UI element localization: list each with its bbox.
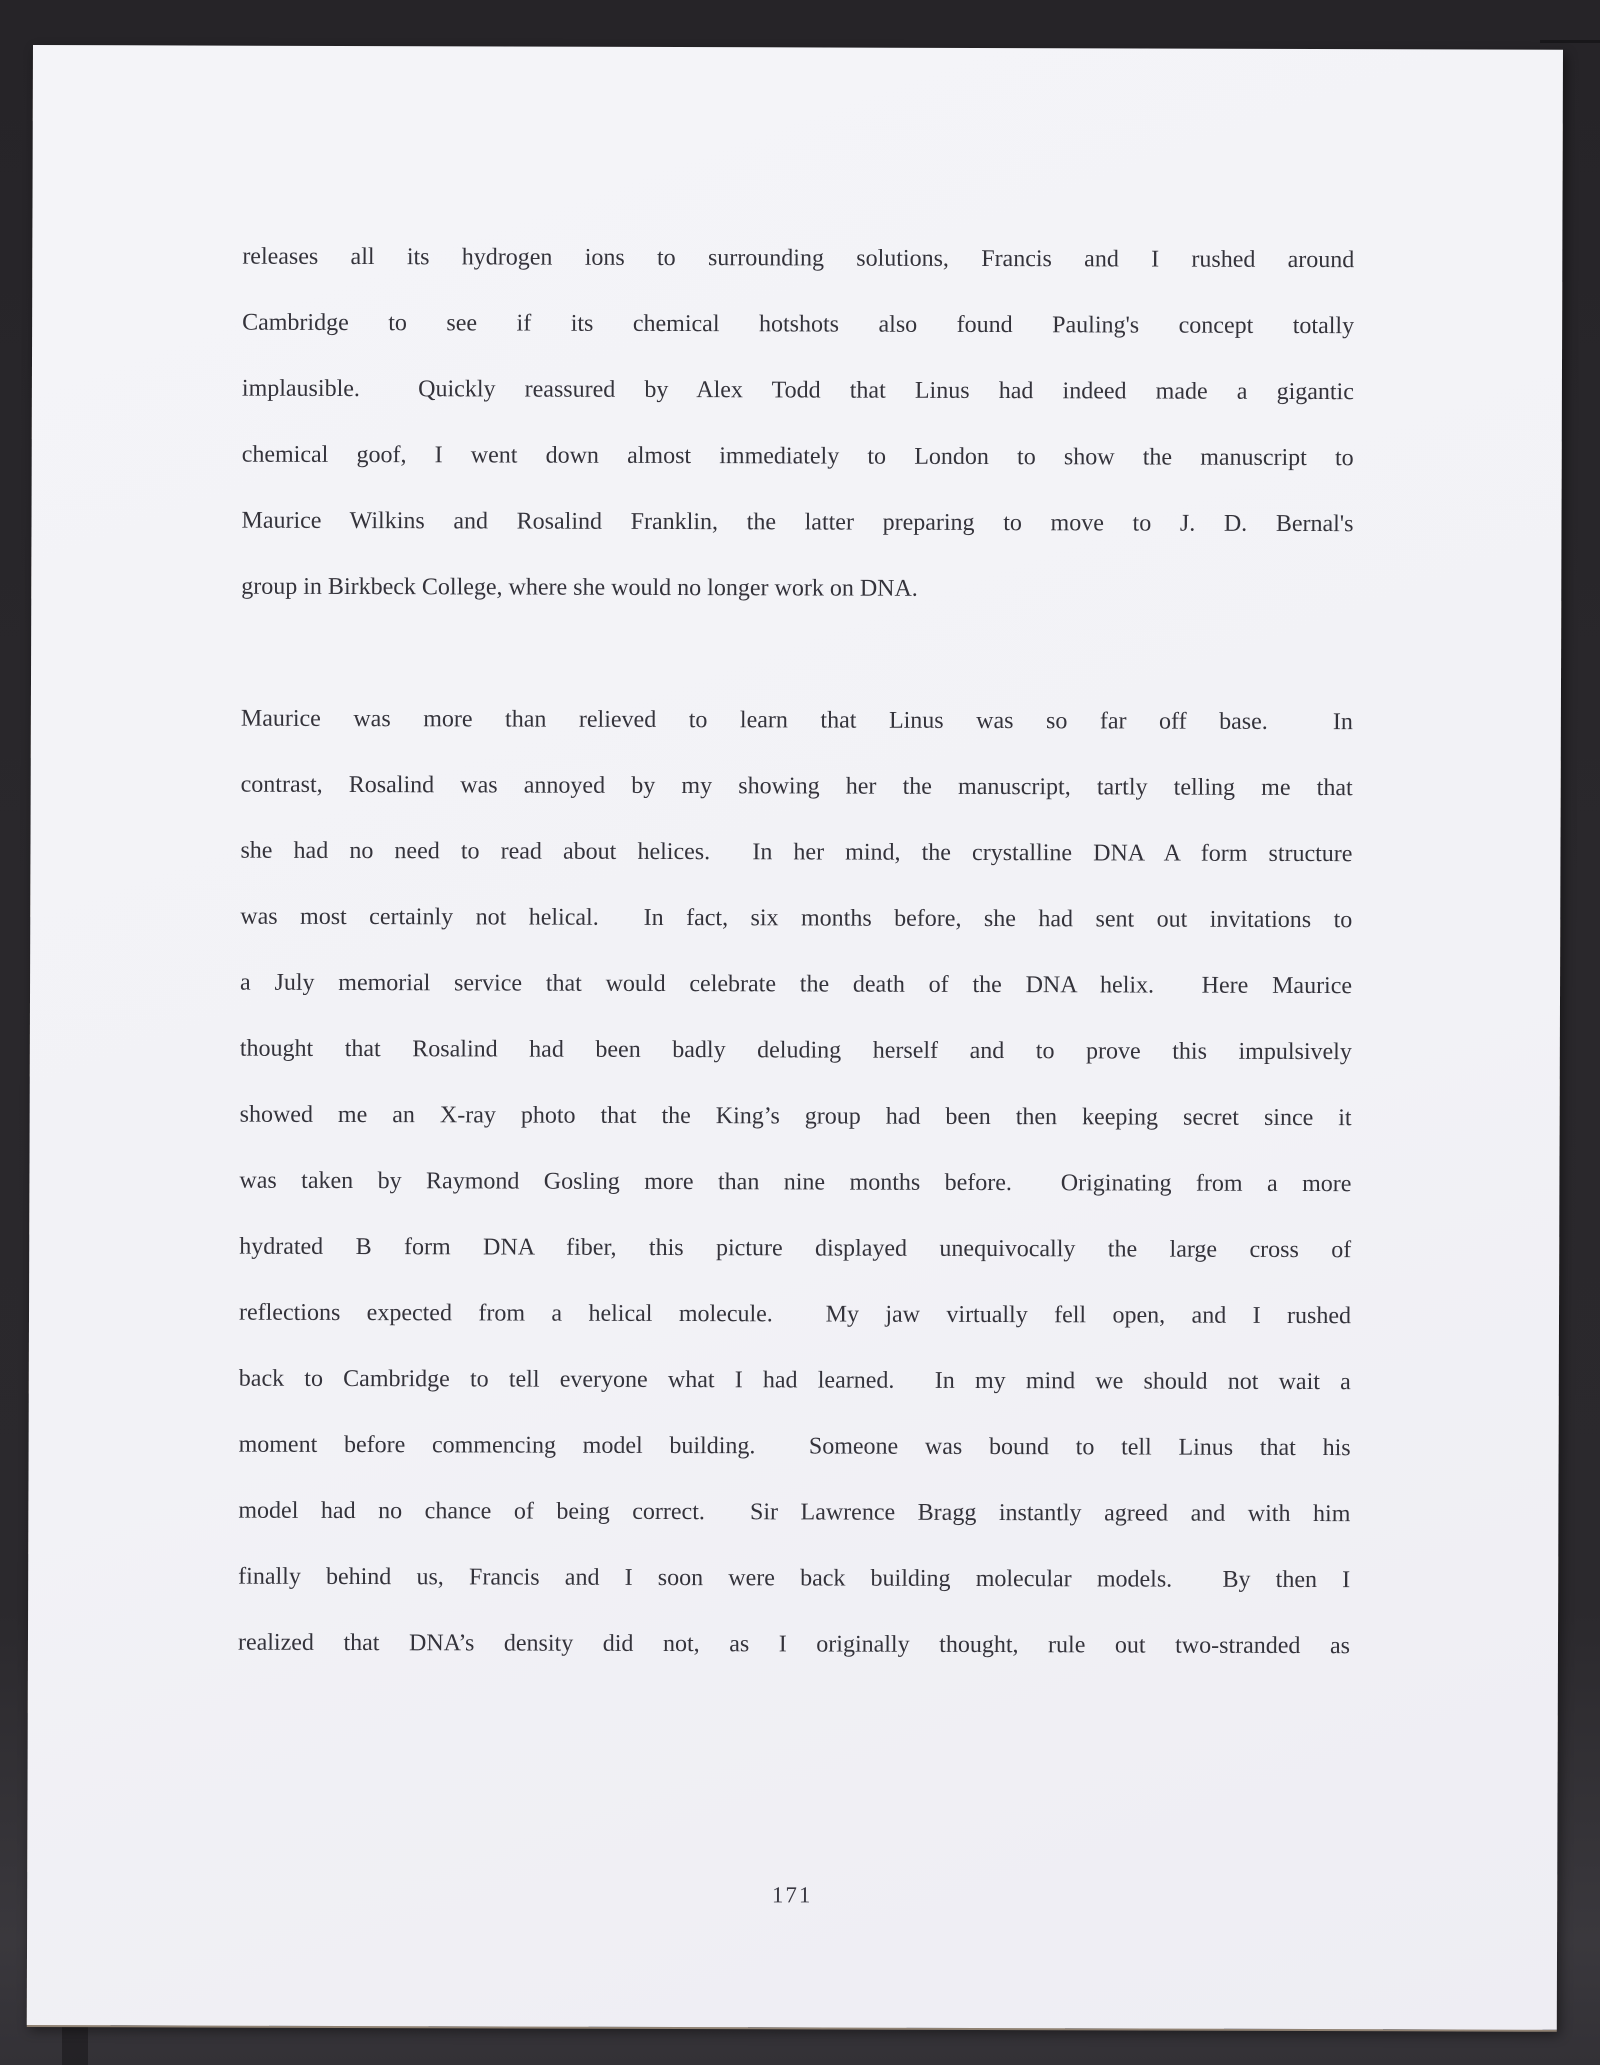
text-line: implausible. Quickly reassured by Alex Todd that Linus had indeed made a gigantic	[241, 375, 1354, 406]
backing-board-seam	[1540, 40, 1600, 43]
text-line: group in Birkbeck College, where she would no longer work on DNA.	[241, 573, 918, 602]
text-line: a July memorial service that would celebrate the death of the DNA helix. Here Maurice	[240, 969, 1353, 1000]
text-line: chemical goof, I went down almost immediately to London to show the manuscript to	[241, 441, 1354, 472]
text-line: was taken by Raymond Gosling more than nine months before. Originating from a more	[239, 1167, 1352, 1198]
text-line: releases all its hydrogen ions to surrounding solutions, Francis and I rushed around	[242, 243, 1355, 274]
text-line: model had no chance of being correct. Sir Lawrence Bragg instantly agreed and with him	[238, 1497, 1351, 1528]
text-line: finally behind us, Francis and I soon were back building molecular models. By then I	[238, 1563, 1351, 1594]
text-line: Maurice Wilkins and Rosalind Franklin, the latter preparing to move to J. D. Bernal's	[241, 507, 1354, 538]
text-line: showed me an X-ray photo that the King’s group had been then keeping secret since it	[239, 1101, 1352, 1132]
text-line: realized that DNA’s density did not, as I originally thought, rule out two-stranded as	[237, 1629, 1351, 1660]
text-line: moment before commencing model building. Someone was bound to tell Linus that his	[238, 1431, 1351, 1462]
text-line: reflections expected from a helical molecule. My jaw virtually fell open, and I rushed	[238, 1299, 1352, 1330]
page-text	[238, 224, 1355, 1679]
text-line: hydrated B form DNA fiber, this picture displayed unequivocally the large cross of	[239, 1233, 1352, 1264]
text-line: Cambridge to see if its chemical hotshots also found Pauling's concept totally	[242, 309, 1355, 340]
manuscript-page	[27, 45, 1563, 2030]
text-line: Maurice was more than relieved to learn that Linus was so far off base. In	[240, 705, 1353, 736]
page-number: 171	[771, 1882, 813, 1908]
text-line: contrast, Rosalind was annoyed by my showing her the manuscript, tartly telling me that	[240, 771, 1353, 802]
paragraph-2	[238, 686, 1353, 1679]
text-line: thought that Rosalind had been badly deluding herself and to prove this impulsively	[239, 1035, 1352, 1066]
paragraph-1	[241, 224, 1354, 623]
text-line: was most certainly not helical. In fact, six months before, she had sent out invitations to	[240, 903, 1353, 934]
text-line: back to Cambridge to tell everyone what I had learned. In my mind we should not wait a	[238, 1365, 1351, 1396]
text-line: she had no need to read about helices. In her mind, the crystalline DNA A form structure	[240, 837, 1353, 868]
